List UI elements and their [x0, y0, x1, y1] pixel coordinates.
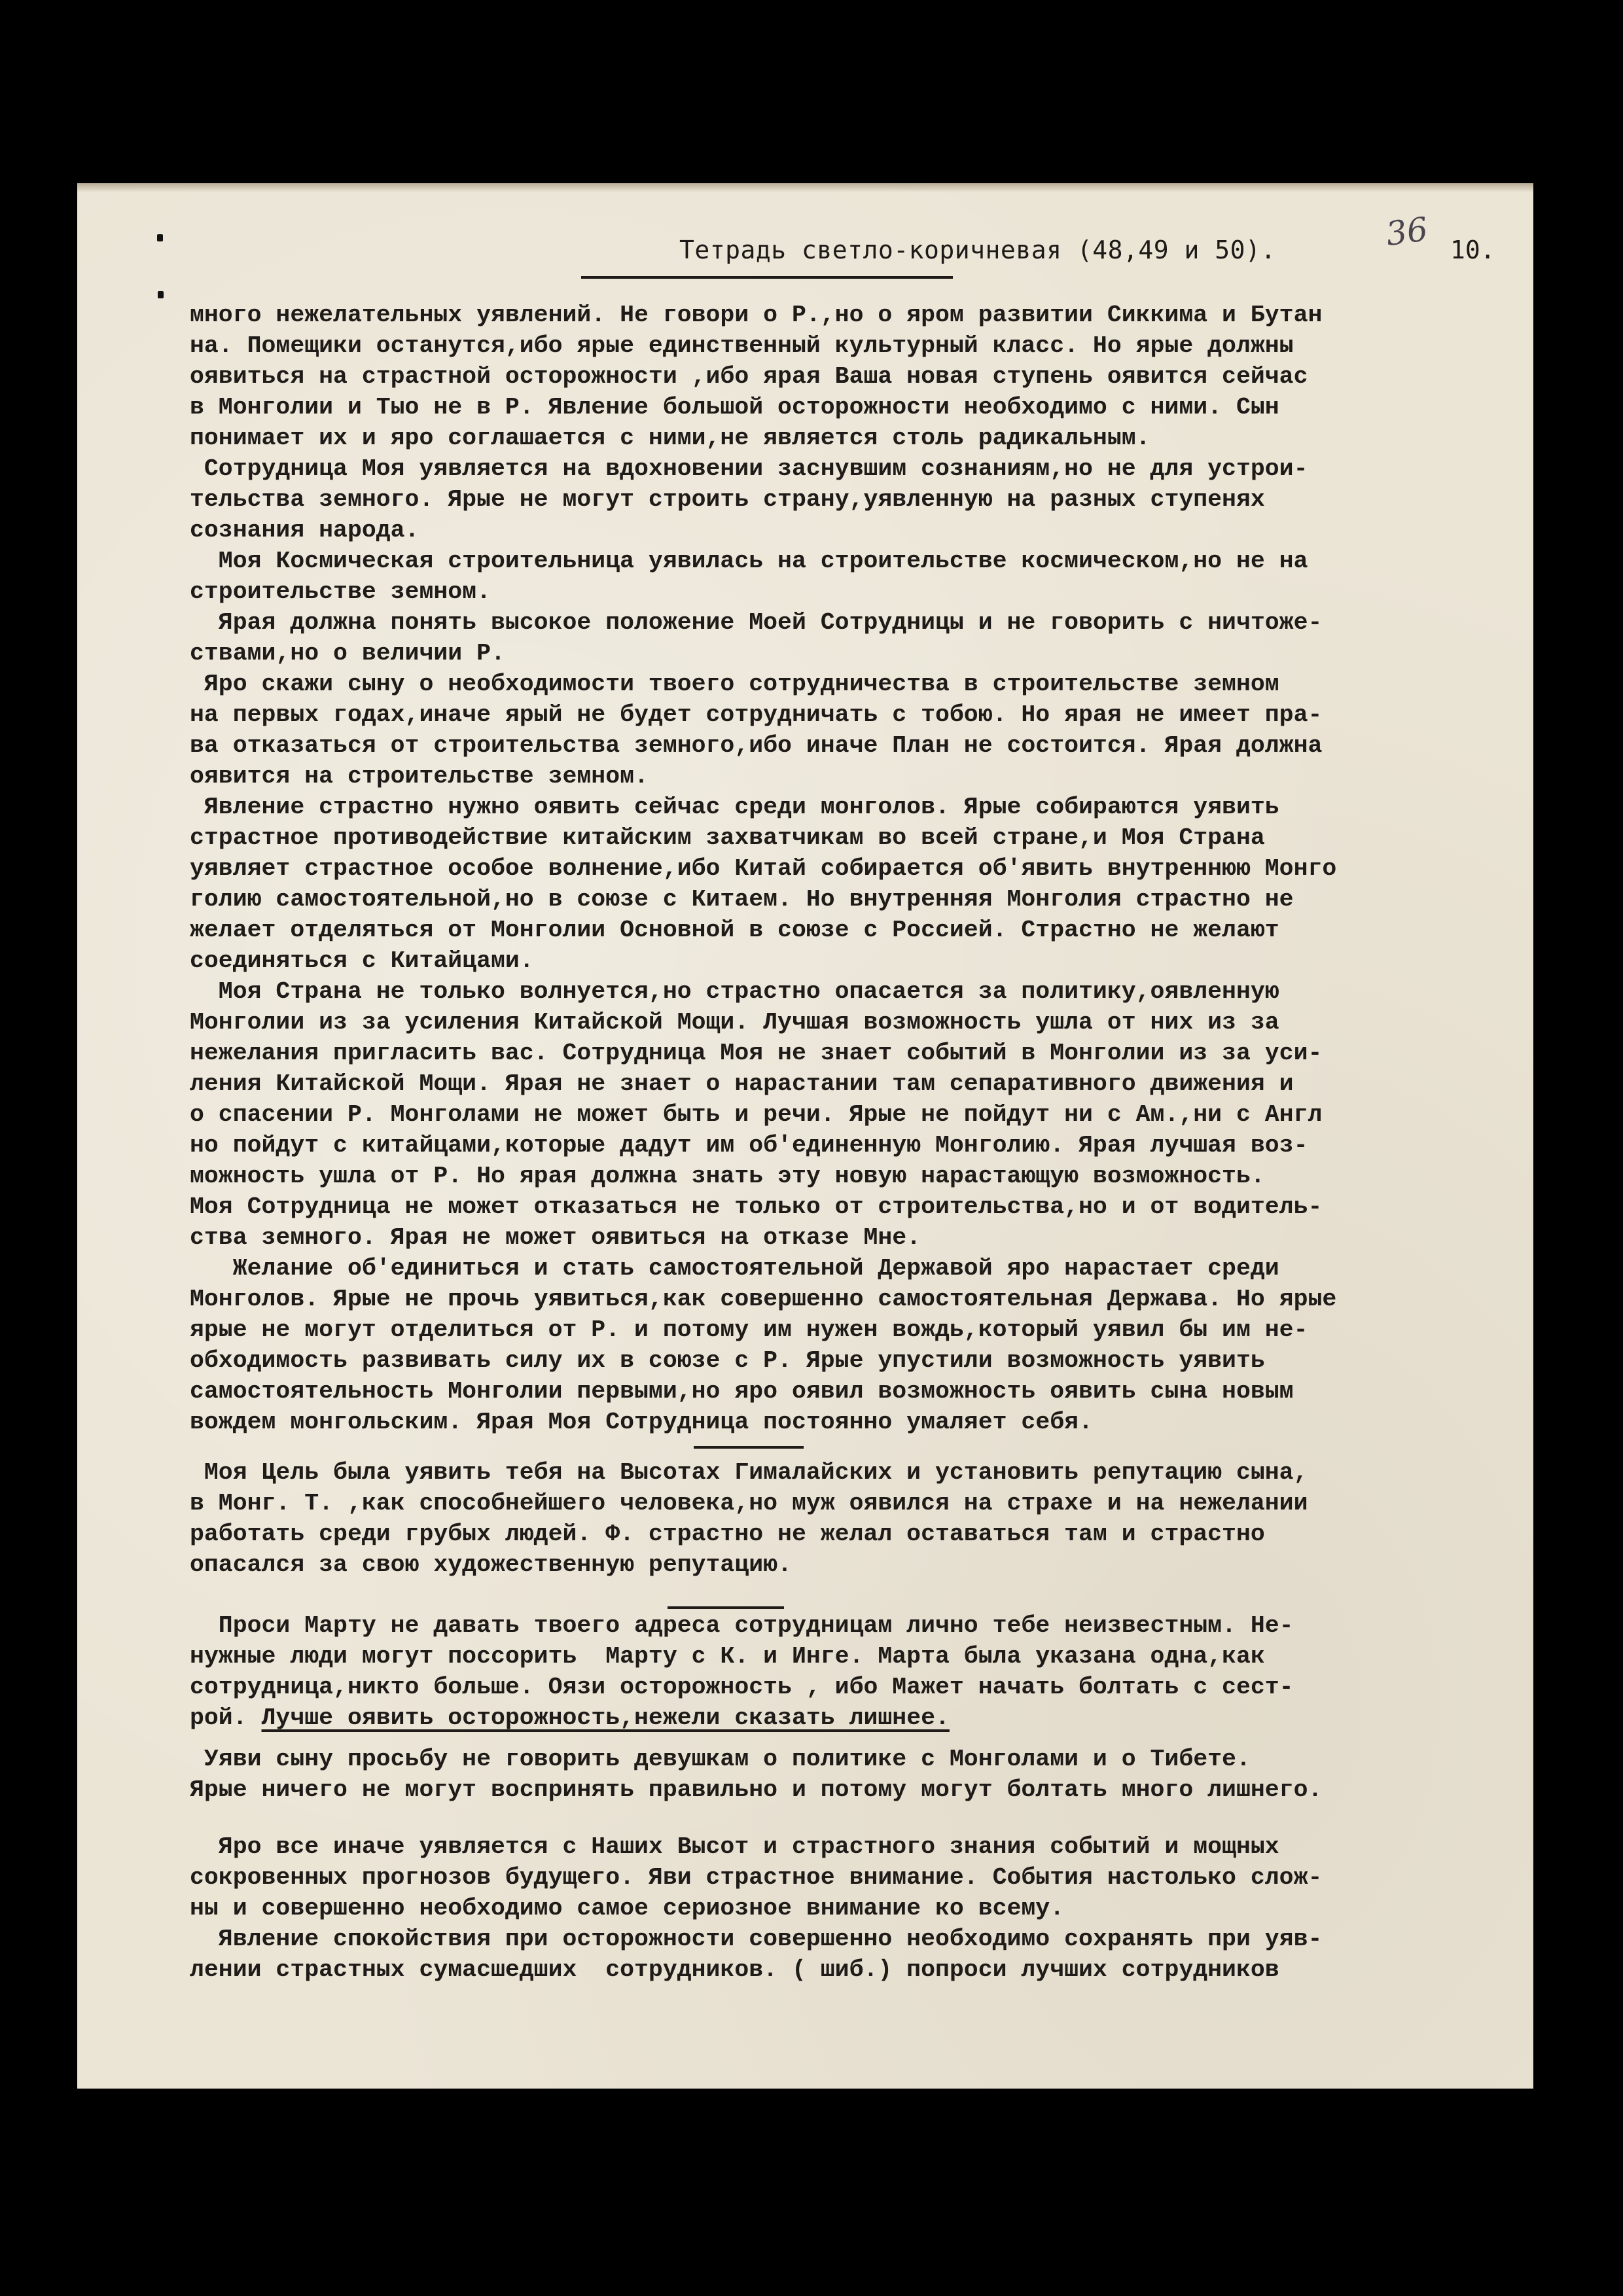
text-line: рой. Лучше оявить осторожность,нежели сказать лишнее.: [190, 1704, 950, 1731]
text-line: ствами,но о величии Р.: [190, 640, 505, 667]
text-line: ва отказаться от строительства земного,ибо иначе План не состоится. Ярая должна: [190, 732, 1323, 759]
text-line: тельства земного. Ярые не могут строить страну,уявленную на разных ступенях: [190, 486, 1265, 513]
text-line: Яро скажи сыну о необходимости твоего сотрудничества в строительстве земном: [190, 671, 1279, 698]
text-line: Сотрудница Моя уявляется на вдохновении заснувшим сознаниям,но не для устрои-: [190, 455, 1308, 482]
text-line: страстное противодействие китайским захватчикам во всей стране,и Моя Страна: [190, 824, 1265, 851]
page-number: 10.: [1450, 236, 1495, 264]
text-line: Монголии из за усиления Китайской Мощи. Лучшая возможность ушла от них из за: [190, 1009, 1279, 1036]
section-separator: [190, 1606, 1531, 1610]
text-line: ярые не могут отделиться от Р. и потому им нужен вождь,который уявил бы им не-: [190, 1316, 1308, 1343]
text-line: Яро все иначе уявляется с Наших Высот и страстного знания событий и мощных: [190, 1833, 1279, 1860]
text-line: сокровенных прогнозов будущего. Яви страстное внимание. События настолько слож-: [190, 1864, 1323, 1891]
text-line: Желание об'единиться и стать самостоятельной Державой яро нарастает среди: [190, 1255, 1279, 1282]
section-separator: [190, 1438, 1531, 1457]
text-line: самостоятельность Монголии первыми,но яро оявил возможность оявить сына новым: [190, 1378, 1294, 1405]
text-line: Явление страстно нужно оявить сейчас среди монголов. Ярые собираются уявить: [190, 794, 1279, 821]
text-line: оявиться на страстной осторожности ,ибо ярая Ваша новая ступень оявится сейчас: [190, 363, 1308, 390]
text-line: уявляет страстное особое волнение,ибо Китай собирается об'явить внутреннюю Монго: [190, 855, 1337, 882]
text-line: много нежелательных уявлений. Не говори о Р.,но о яром развитии Сиккима и Бутан: [190, 302, 1323, 328]
text-line: понимает их и яро соглашается с ними,не является столь радикальным.: [190, 425, 1150, 451]
text-line: желает отделяться от Монголии Основной в союзе с Россией. Страстно не желают: [190, 917, 1279, 944]
text-line: Монголов. Ярые не прочь уявиться,как совершенно самостоятельная Держава. Но ярые: [190, 1286, 1337, 1313]
text-line: сознания народа.: [190, 517, 419, 544]
text-line: Моя Страна не только волнуется,но страстно опасается за политику,оявленную: [190, 978, 1279, 1005]
text-line: но пойдут с китайцами,которые дадут им об'единенную Монголию. Ярая лучшая воз-: [190, 1132, 1308, 1159]
text-line: нежелания пригласить вас. Сотрудница Моя не знает событий в Монголии из за уси-: [190, 1040, 1323, 1067]
text-line: ства земного. Ярая не может оявиться на отказе Мне.: [190, 1224, 921, 1251]
text-line: вождем монгольским. Ярая Моя Сотрудница постоянно умаляет себя.: [190, 1409, 1093, 1436]
underlined-emphasis: Лучше оявить осторожность,нежели сказать лишнее.: [261, 1704, 950, 1731]
text-line: оявится на строительстве земном.: [190, 763, 649, 790]
text-line: можность ушла от Р. Но ярая должна знать эту новую нарастающую возможность.: [190, 1163, 1265, 1190]
section-marta: [190, 1610, 1531, 1733]
page-header: [77, 209, 1533, 264]
text-line: Явление спокойствия при осторожности совершенно необходимо сохранять при уяв-: [190, 1926, 1323, 1952]
text-line: на первых годах,иначе ярый не будет сотрудничать с тобою. Но ярая не имеет пра-: [190, 701, 1323, 728]
text-line: соединяться с Китайцами.: [190, 947, 534, 974]
text-line: о спасении Р. Монголами не может быть и речи. Ярые не пойдут ни с Ам.,ни с Англ: [190, 1101, 1323, 1128]
text-line: работать среди грубых людей. Ф. страстно не желал оставаться там и страстно: [190, 1521, 1265, 1547]
text-line: в Монг. Т. ,как способнейшего человека,но муж оявился на страхе и на нежелании: [190, 1490, 1308, 1517]
text-line: в Монголии и Тыо не в Р. Явление большой осторожности необходимо с ними. Сын: [190, 394, 1279, 421]
text-line: Проси Марту не давать твоего адреса сотрудницам лично тебе неизвестным. Не-: [190, 1612, 1294, 1639]
text-line: голию самостоятельной,но в союзе с Китаем. Но внутренняя Монголия страстно не: [190, 886, 1294, 913]
text-line: Моя Сотрудница не может отказаться не только от строительства,но и от водитель-: [190, 1193, 1323, 1220]
text-line: строительстве земном.: [190, 578, 491, 605]
text-line: ны и совершенно необходимо самое сериозное внимание ко всему.: [190, 1895, 1065, 1922]
document-page: [77, 183, 1533, 2089]
text-line: обходимость развивать силу их в союзе с Р. Ярые упустили возможность уявить: [190, 1347, 1265, 1374]
title-underline: [581, 276, 953, 279]
text-line: Ярые ничего не могут воспринять правильно и потому могут болтать много лишнего.: [190, 1776, 1323, 1803]
document-body: [190, 300, 1531, 1985]
section-main: [190, 300, 1531, 1438]
text-line: лении страстных сумасшедших сотрудников. ( шиб.) попроси лучших сотрудников: [190, 1956, 1279, 1983]
text-line: Моя Космическая строительница уявилась на строительстве космическом,но не на: [190, 548, 1308, 574]
text-line: опасался за свою художественную репутацию.: [190, 1551, 792, 1578]
text-line: Уяви сыну просьбу не говорить девушкам о политике с Монголами и о Тибете.: [190, 1746, 1251, 1773]
text-line: ления Китайской Мощи. Ярая не знает о нарастании там сепаративного движения и: [190, 1070, 1294, 1097]
handwritten-folio-number: 36: [1383, 209, 1431, 254]
section-son-request: [190, 1744, 1531, 1805]
document-title: Тетрадь светло-коричневая (48,49 и 50).: [679, 236, 1276, 264]
text-line: сотрудница,никто больше. Оязи осторожность , ибо Мажет начать болтать с сест-: [190, 1674, 1294, 1701]
text-line: на. Помещики останутся,ибо ярые единственный культурный класс. Но ярые должны: [190, 332, 1294, 359]
text-line: Ярая должна понять высокое положение Моей Сотрудницы и не говорить с ничтоже-: [190, 609, 1323, 636]
text-line: нужные люди могут поссорить Марту с К. и Инге. Марта была указана одна,как: [190, 1643, 1265, 1670]
text-line: Моя Цель была уявить тебя на Высотах Гималайских и установить репутацию сына,: [190, 1459, 1308, 1486]
section-heights: [190, 1831, 1531, 1985]
section-goal: [190, 1457, 1531, 1580]
punch-hole-mark: [158, 291, 164, 298]
